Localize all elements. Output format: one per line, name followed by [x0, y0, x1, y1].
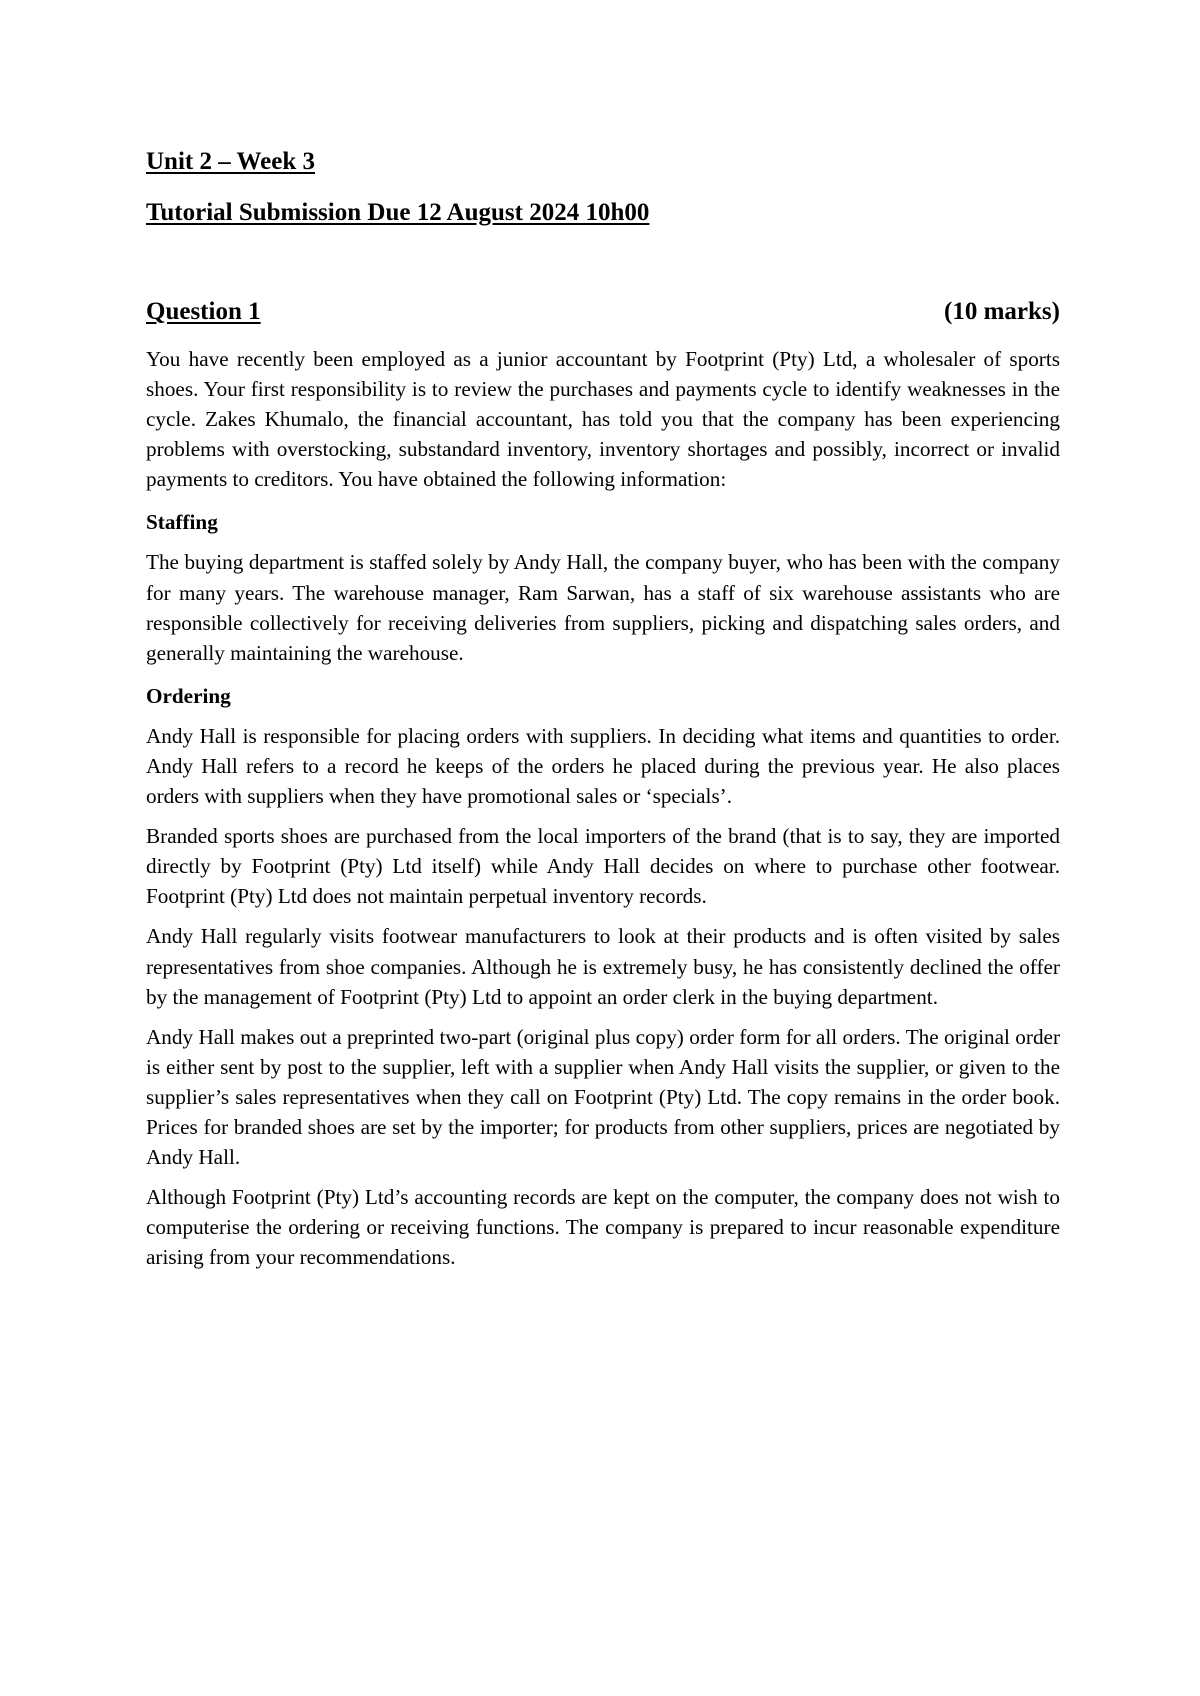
intro-paragraph: You have recently been employed as a junior accountant by Footprint (Pty) Ltd, a wholesaler of sports shoes. Your first responsibility is to review the purchases and payments cycle to identify weaknesses in the cycle. Zakes Khumalo, the financial accountant, has told you that the company has been experiencing problems with overstocking, substandard inventory, inventory shortages and possibly, incorrect or invalid payments to creditors. You have obtained the following information: — [146, 347, 1060, 492]
submission-due-title: Tutorial Submission Due 12 August 2024 10h00 — [146, 199, 650, 226]
ordering-paragraph: Branded sports shoes are purchased from the local importers of the brand (that is to say, they are imported directly by Footprint (Pty) Ltd itself) while Andy Hall decides on where to purchase other footwear. Footprint (Pty) Ltd does not maintain perpetual inventory records. — [146, 824, 1060, 909]
ordering-paragraph: Andy Hall regularly visits footwear manufacturers to look at their products and is often visited by sales representatives from shoe companies. Although he is extremely busy, he has consistently declined the offer by the management of Footprint (Pty) Ltd to appoint an order clerk in the buying department. — [146, 924, 1060, 1009]
ordering-paragraph: Although Footprint (Pty) Ltd’s accounting records are kept on the computer, the company does not wish to computerise the ordering or receiving functions. The company is prepared to incur reasonable expenditure arising from your recommendations. — [146, 1185, 1060, 1270]
staffing-heading: Staffing — [146, 510, 218, 535]
ordering-paragraph: Andy Hall makes out a preprinted two-part (original plus copy) order form for all orders. The original order is either sent by post to the supplier, left with a supplier when Andy Hall visits the supplier, or given to the supplier’s sales representatives when they call on Footprint (Pty) Ltd. The copy remains in the order book. Prices for branded shoes are set by the importer; for products from other suppliers, prices are negotiated by Andy Hall. — [146, 1024, 1060, 1170]
staffing-paragraph: The buying department is staffed solely by Andy Hall, the company buyer, who has been with the company for many years. The warehouse manager, Ram Sarwan, has a staff of six warehouse assistants who are responsible collectively for receiving deliveries from suppliers, picking and dispatching sales orders, and generally maintaining the warehouse. — [146, 550, 1060, 665]
question-marks: (10 marks) — [944, 298, 1060, 325]
question-label: Question 1 — [146, 298, 261, 325]
unit-title: Unit 2 – Week 3 — [146, 148, 315, 175]
ordering-heading: Ordering — [146, 683, 231, 708]
document-page — [146, 146, 1060, 1272]
question-header — [146, 296, 1060, 328]
ordering-paragraph: Andy Hall is responsible for placing orders with suppliers. In deciding what items and quantities to order. Andy Hall refers to a record he keeps of the orders he placed during the previous year. He also places orders with suppliers when they have promotional sales or ‘specials’. — [146, 723, 1060, 809]
